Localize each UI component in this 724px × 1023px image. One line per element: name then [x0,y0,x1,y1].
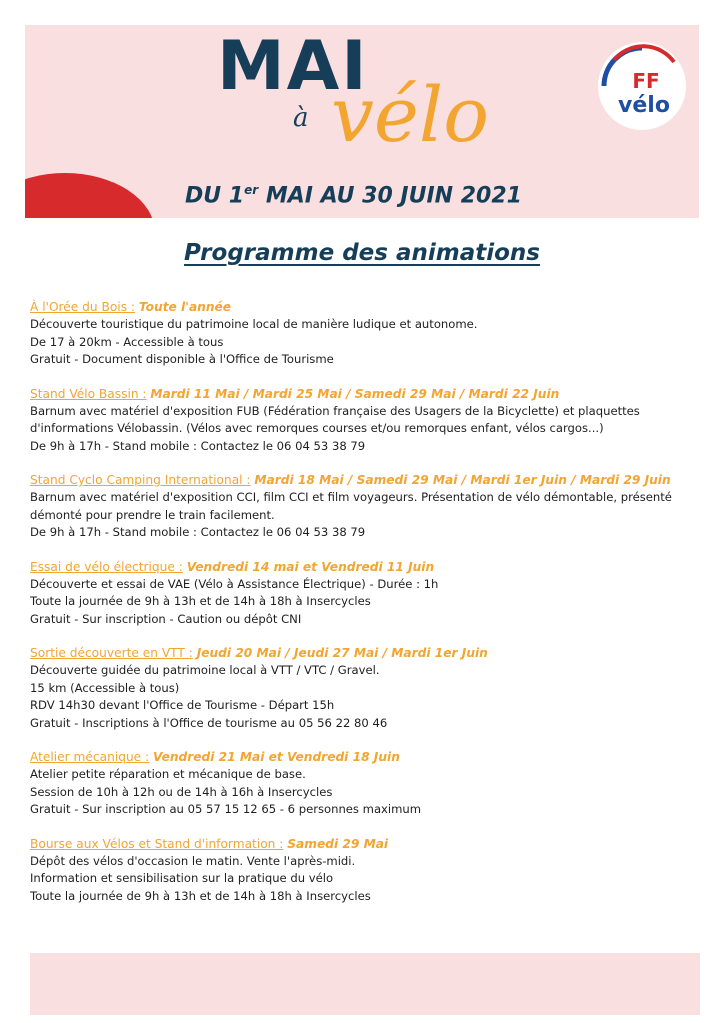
section-line: Gratuit - Sur inscription au 05 57 15 12 65 - 6 personnes maximum [30,802,422,816]
section-line: Gratuit - Document disponible à l'Office de Tourisme [30,352,334,366]
section-line: De 17 à 20km - Accessible à tous [30,334,224,349]
section-line: Information et sensibilisation sur la pratique du vélo [30,871,334,885]
section-name: Stand Cyclo Camping International : [30,473,251,487]
section-dates: Vendredi 14 mai et Vendredi 11 Juin [186,559,435,574]
section-line: Barnum avec matériel d'exposition FUB (Fédération française des Usagers de la Bicyclette) et plaquettes [30,403,640,418]
section-dates: Mardi 11 Mai / Mardi 25 Mai / Samedi 29 Mai / Mardi 22 Juin [150,386,560,401]
dates-prefix: DU 1 [185,183,245,209]
footer-band [30,953,700,1015]
section-line: Découverte touristique du patrimoine local de manière ludique et autonome. [30,317,478,331]
section-dates: Vendredi 21 Mai et Vendredi 18 Juin [153,750,400,764]
section-heading [30,472,705,489]
section-line: Dépôt des vélos d'occasion le matin. Vente l'après-midi. [30,853,356,868]
program-section [30,836,705,906]
program-section [30,299,705,369]
title-mai: MAI [217,27,369,106]
section-line: 15 km (Accessible à tous) [30,680,180,695]
title-a: à [293,103,309,133]
section-line: démonté pour prendre le train facilement. [30,507,275,522]
section-line: Atelier petite réparation et mécanique de base. [30,767,306,781]
section-heading [30,749,705,766]
page-title: Programme des animations [184,240,540,266]
dates-suffix: MAI AU 30 JUIN 2021 [258,183,522,209]
section-name: Sortie découverte en VTT : [30,646,193,660]
section-heading [30,836,705,853]
section-dates: Toute l'année [138,300,232,314]
program-section [30,645,705,732]
section-name: Essai de vélo électrique : [30,559,183,574]
section-dates: Jeudi 20 Mai / Jeudi 27 Mai / Mardi 1er Juin [196,646,488,660]
section-line: Découverte et essai de VAE (Vélo à Assistance Électrique) - Durée : 1h [30,576,439,591]
program-section [30,472,705,542]
dates-sup: er [244,183,259,197]
section-dates: Mardi 18 Mai / Samedi 29 Mai / Mardi 1er Juin / Mardi 29 Juin [254,473,671,487]
program-section [30,386,705,456]
section-name: À l'Orée du Bois : [30,300,136,314]
section-name: Bourse aux Vélos et Stand d'information : [30,836,284,851]
program-list [30,299,705,922]
section-line: Session de 10h à 12h ou de 14h à 16h à Insercycles [30,784,333,799]
program-section [30,749,705,819]
section-heading [30,299,705,316]
program-section [30,559,705,629]
title-velo: vélo [331,70,489,159]
ffvelo-logo [596,40,688,132]
section-dates: Samedi 29 Mai [287,836,389,851]
page-title-wrap [0,240,724,266]
section-heading [30,645,705,662]
section-line: RDV 14h30 devant l'Office de Tourisme - Départ 15h [30,698,335,712]
header-banner [25,25,699,218]
section-line: Gratuit - Inscriptions à l'Office de tourisme au 05 56 22 80 46 [30,715,388,730]
section-line: De 9h à 17h - Stand mobile : Contactez le 06 04 53 38 79 [30,438,366,453]
decorative-red-shape [25,173,155,218]
section-line: d'informations Vélobassin. (Vélos avec remorques courses et/ou remorques enfant, vélos cargos...) [30,421,604,435]
section-line: Découverte guidée du patrimoine local à VTT / VTC / Gravel. [30,663,380,677]
event-dates [185,183,522,208]
section-heading [30,559,705,576]
section-heading [30,386,705,403]
logo-velo-text: vélo [618,93,670,118]
logo-ff-text: FF [632,69,660,93]
section-name: Stand Vélo Bassin : [30,386,147,401]
section-line: Gratuit - Sur inscription - Caution ou dépôt CNI [30,611,302,626]
section-line: Toute la journée de 9h à 13h et de 14h à 18h à Insercycles [30,888,371,903]
section-line: Barnum avec matériel d'exposition CCI, film CCI et film voyageurs. Présentation de vélo démontable, présenté [30,490,672,504]
section-line: Toute la journée de 9h à 13h et de 14h à 18h à Insercycles [30,594,371,608]
section-name: Atelier mécanique : [30,750,150,764]
section-line: De 9h à 17h - Stand mobile : Contactez le 06 04 53 38 79 [30,525,366,539]
